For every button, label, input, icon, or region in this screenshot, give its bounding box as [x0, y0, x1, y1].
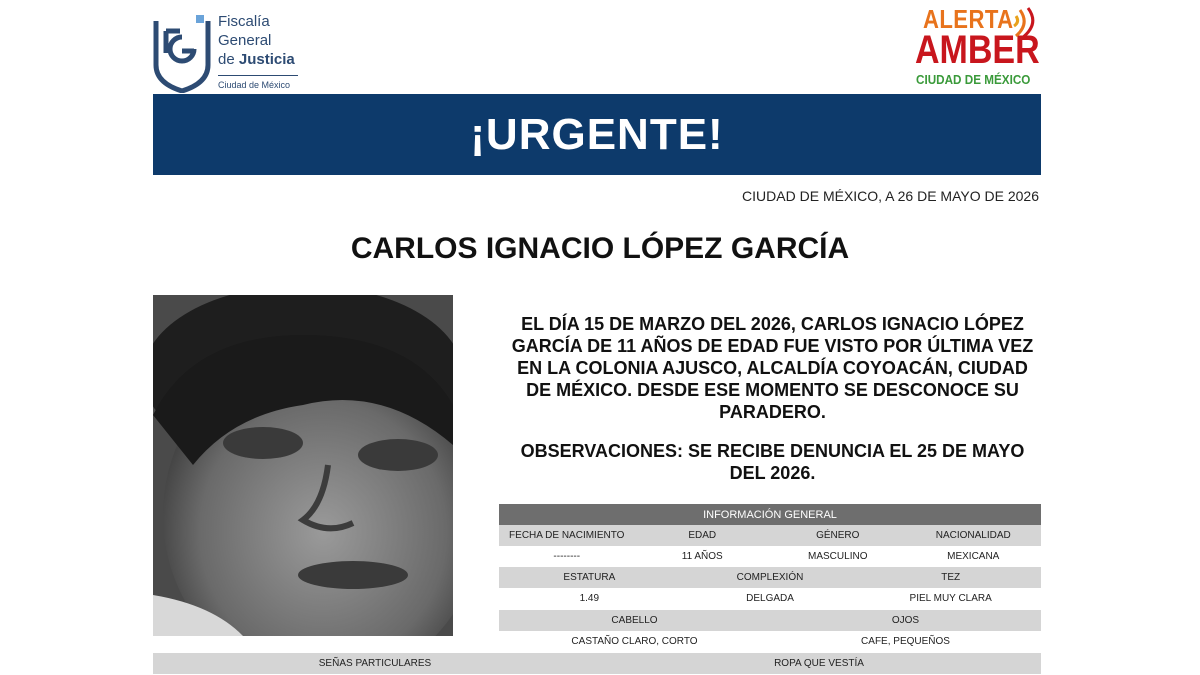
info-row3-labels — [499, 610, 1041, 631]
person-name: CARLOS IGNACIO LÓPEZ GARCÍA — [350, 232, 850, 265]
amber-logo-city: CIUDAD DE MÉXICO — [916, 72, 1031, 87]
fgj-city: Ciudad de México — [218, 80, 291, 90]
fgj-line-general: General — [218, 32, 272, 49]
signal-waves-icon — [1012, 6, 1042, 40]
label-build: COMPLEXIÓN — [736, 572, 804, 583]
label-eyes: OJOS — [891, 615, 920, 626]
label-gender: GÉNERO — [816, 530, 860, 541]
fgj-logo-text — [218, 12, 298, 90]
info-row1-values — [499, 546, 1041, 567]
info-table-header — [499, 504, 1041, 525]
value-gender: MASCULINO — [808, 551, 868, 562]
label-age: EDAD — [688, 530, 717, 541]
value-nationality: MEXICANA — [947, 551, 1000, 562]
info-row3-values — [499, 631, 1041, 652]
label-birthdate: FECHA DE NACIMIENTO — [509, 530, 625, 541]
value-birthdate: -------- — [553, 551, 581, 562]
fgj-emblem-icon — [152, 13, 214, 93]
label-distinguishing-marks: SEÑAS PARTICULARES — [318, 658, 432, 669]
portrait-image — [153, 295, 453, 636]
value-hair: CASTAÑO CLARO, CORTO — [571, 636, 698, 647]
info-table-title: INFORMACIÓN GENERAL — [703, 508, 837, 521]
missing-person-photo — [153, 295, 453, 636]
case-description: EL DÍA 15 DE MARZO DEL 2026, CARLOS IGNACIO LÓPEZ GARCÍA DE 11 AÑOS DE EDAD FUE VISTO POR ÚLTIMA VEZ EN LA COLONIA AJUSCO, ALCALDÍA COYOACÁN, CIUDAD DE MÉXICO. DESDE ESE MOMENTO SE DESCONOCE SU PARADERO. — [511, 314, 1034, 422]
info-row4-labels — [153, 653, 1041, 674]
label-complexion: TEZ — [941, 572, 961, 583]
amber-logo-amber: AMBER — [915, 28, 1040, 72]
case-observations: OBSERVACIONES: SE RECIBE DENUNCIA EL 25 DE MAYO DEL 2026. — [520, 441, 1025, 483]
label-nationality: NACIONALIDAD — [935, 530, 1011, 541]
label-hair: CABELLO — [611, 615, 658, 626]
info-row2-values — [499, 588, 1041, 609]
urgent-banner-text: ¡URGENTE! — [470, 109, 724, 159]
info-row1-labels — [499, 525, 1041, 546]
fgj-line-justicia-bold: Justicia — [238, 51, 295, 68]
value-height: 1.49 — [579, 593, 600, 604]
amber-alert-logo — [915, 4, 1045, 90]
urgent-banner — [153, 94, 1041, 175]
fgj-line-fiscalia: Fiscalía — [218, 13, 270, 30]
value-age: 11 AÑOS — [681, 551, 723, 562]
fgj-line-de: de — [218, 51, 239, 68]
label-clothing: ROPA QUE VESTÍA — [774, 658, 864, 669]
info-row2-labels — [499, 567, 1041, 588]
value-build: DELGADA — [746, 593, 794, 604]
date-line: CIUDAD DE MÉXICO, A 26 DE MAYO DE 2026 — [742, 188, 1039, 204]
fgj-line-justicia — [218, 50, 298, 69]
value-eyes: CAFE, PEQUEÑOS — [861, 636, 950, 647]
value-complexion: PIEL MUY CLARA — [909, 593, 992, 604]
fgj-divider — [218, 75, 298, 76]
amber-logo-alerta: ALERTA — [923, 4, 1014, 34]
label-height: ESTATURA — [563, 572, 616, 583]
